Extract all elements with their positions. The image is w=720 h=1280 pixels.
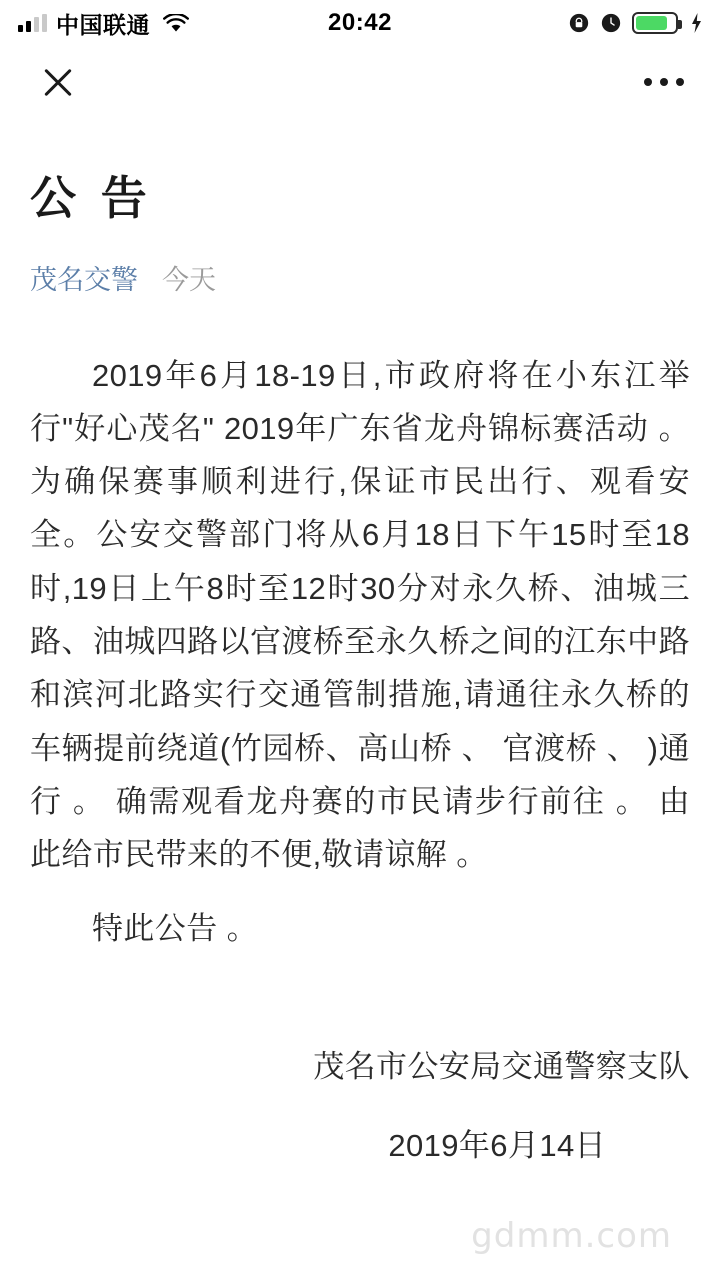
article-paragraph: 2019年6月18-19日,市政府将在小东江举行"好心茂名" 2019年广东省龙舟锦标赛活动 。 为确保赛事顺利进行,保证市民出行、观看安全。公安交警部门将从6月18日下午15时至18时,19日上午8时至12时30分对永久桥、油城三路、油城四路以官渡桥至永久桥之间的江东中路和滨河北路实行交通管制措施,请通往永久桥的车辆提前绕道(竹园桥、高山桥 、 官渡桥 、 )通行 。 确需观看龙舟赛的市民请步行前往 。 由此给市民带来的不便,敬请谅解 。 <box>30 357 690 873</box>
page-title: 公 告 <box>30 172 153 224</box>
navigation-bar <box>0 46 720 118</box>
watermark: gdmm.com <box>471 1216 672 1256</box>
more-options-icon[interactable] <box>644 78 684 86</box>
article-meta <box>30 258 690 297</box>
close-icon[interactable] <box>38 62 78 102</box>
signature-block <box>30 1041 690 1172</box>
status-bar <box>0 0 720 46</box>
article-paragraph: 特此公告 。 <box>92 910 259 946</box>
article-container <box>0 118 720 1172</box>
carrier-label: 中国联通 <box>56 11 150 38</box>
article-body <box>30 349 690 1173</box>
status-bar-clock: 20:42 <box>328 9 392 36</box>
publish-date: 今天 <box>162 264 216 295</box>
signature-organization: 茂名市公安局交通警察支队 <box>313 1048 690 1084</box>
battery-icon <box>632 12 678 34</box>
account-name[interactable]: 茂名交警 <box>30 264 138 295</box>
signature-date: 2019年6月14日 <box>388 1127 606 1163</box>
